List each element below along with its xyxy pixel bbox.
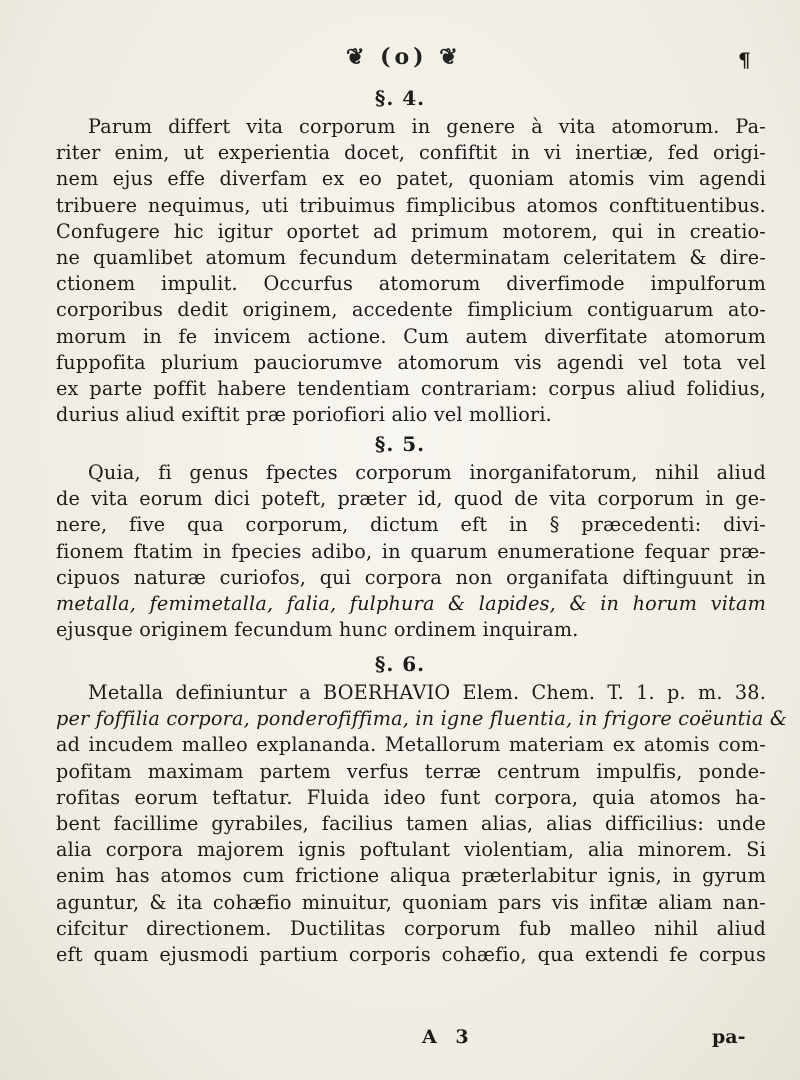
paragraph-section-4	[56, 114, 766, 428]
signature-mark-footer: A 3	[422, 1026, 475, 1048]
section-heading-4: §. 4.	[374, 86, 426, 110]
text-line: eft quam ejusmodi partium corporis cohæfio, qua extendi fe corpus	[56, 943, 766, 967]
text-line: Confugere hic igitur oportet ad primum motorem, qui in creatio-	[56, 219, 766, 243]
text-line: metalla, femimetalla, falia, fulphura & lapides, & in horum vitam	[56, 592, 766, 616]
text-line: per foffilia corpora, ponderofiffima, in igne fluentia, in frigore coëuntia &	[56, 707, 788, 731]
text-line: nem ejus effe diverfam ex eo patet, quoniam atomis vim agendi	[56, 167, 766, 191]
text-line: tribuere nequimus, uti tribuimus fimplicibus atomos conftituentibus.	[56, 193, 766, 217]
text-line: corporibus dedit originem, accedente fimplicium contiguarum ato-	[56, 298, 766, 322]
text-line: ctionem impulit. Occurfus atomorum diverfimode impulforum	[56, 272, 766, 296]
text-line: Parum differt vita corporum in genere à vita atomorum. Pa-	[88, 115, 766, 138]
page-footer	[0, 1026, 800, 1056]
text-line: cifcitur directionem. Ductilitas corporum fub malleo nihil aliud	[56, 916, 766, 940]
text-line: rofitas eorum teftatur. Fluida ideo funt corpora, quia atomos ha-	[56, 785, 766, 809]
signature-mark: ¶	[738, 48, 751, 72]
text-line: fionem ftatim in fpecies adibo, in quarum enumeratione fequar præ-	[56, 539, 766, 563]
text-line: Quia, fi genus fpectes corporum inorganifatorum, nihil aliud	[88, 461, 766, 484]
text-line: pofitam maximam partem verfus terræ centrum impulfis, ponde-	[56, 759, 766, 783]
text-line: morum in fe invicem actione. Cum autem diverfitate atomorum	[56, 324, 766, 348]
page-header	[0, 44, 800, 80]
text-line: durius aliud exiftit præ poriofiori alio vel molliori.	[56, 403, 552, 427]
printer-ornament: ❦ (o) ❦	[346, 44, 462, 70]
text-line: aguntur, & ita cohæfio minuitur, quoniam pars vis infitæ aliam nan-	[56, 890, 766, 914]
text-line: alia corpora majorem ignis poftulant violentiam, alia minorem. Si	[56, 838, 766, 862]
text-line: de vita eorum dici poteft, præter id, quod de vita corporum in ge-	[56, 487, 766, 511]
text-line: bent facillime gyrabiles, facilius tamen alias, alias difficilius: unde	[56, 812, 766, 836]
text-line: riter enim, ut experientia docet, confiftit in vi inertiæ, fed origi-	[56, 141, 766, 165]
text-line: cipuos naturæ curiofos, qui corpora non organifata diftinguunt in	[56, 565, 766, 589]
section-heading-5: §. 5.	[374, 432, 426, 456]
text-line: Metalla definiuntur a BOERHAVIO Elem. Chem. T. 1. p. m. 38.	[88, 681, 766, 704]
catchword: pa-	[712, 1026, 746, 1048]
text-line: nere, five qua corporum, dictum eft in § præcedenti: divi-	[56, 513, 766, 537]
section-heading-6: §. 6.	[374, 652, 426, 676]
text-line: ad incudem malleo explananda. Metallorum materiam ex atomis com-	[56, 733, 766, 757]
text-line: ejusque originem fecundum hunc ordinem inquiram.	[56, 618, 579, 642]
text-line: ne quamlibet atomum fecundum determinatam celeritatem & dire-	[56, 246, 766, 270]
text-line: fuppofita plurium pauciorumve atomorum vis agendi vel tota vel	[56, 350, 766, 374]
text-line: ex parte poffit habere tendentiam contrariam: corpus aliud folidius,	[56, 377, 766, 401]
paragraph-section-5	[56, 460, 766, 643]
text-line: enim has atomos cum frictione aliqua præterlabitur ignis, in gyrum	[56, 864, 766, 888]
paragraph-section-6	[56, 680, 788, 968]
